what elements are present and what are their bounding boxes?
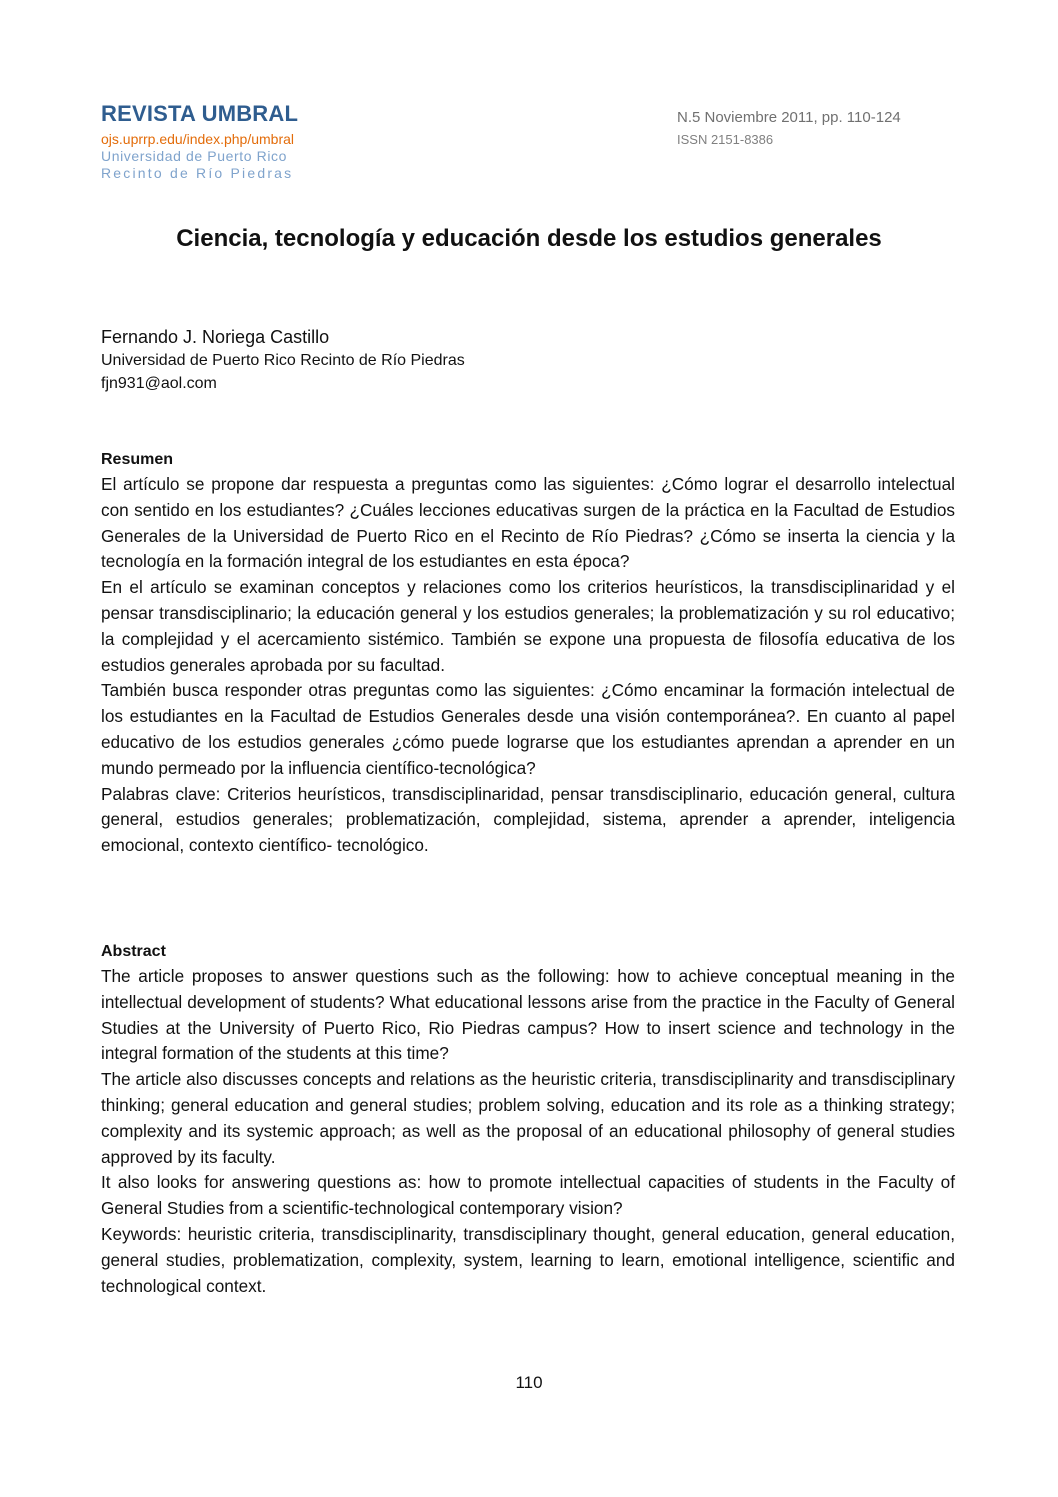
journal-campus: Recinto de Río Piedras (101, 165, 294, 181)
resumen-heading: Resumen (101, 451, 174, 468)
journal-masthead (101, 101, 298, 182)
issue-info (677, 108, 901, 150)
author-affiliation: Universidad de Puerto Rico Recinto de Río Piedras (101, 352, 465, 369)
abstract-paragraph: The article proposes to answer questions such as the following: how to achieve conceptual meaning in the intellectual development of students? What educational lessons arise from the practice in the Faculty of General Studies at the University of Puerto Rico, Rio Piedras campus? How to insert science and technology in the integral formation of the students at this time? (101, 966, 955, 1064)
resumen-paragraph: El artículo se propone dar respuesta a preguntas como las siguientes: ¿Cómo lograr el desarrollo intelectual con sentido en los estudiantes? ¿Cuáles lecciones educativas surgen de la práctica en la Facultad de Estudios Generales de la Universidad de Puerto Rico en el Recinto de Río Piedras? ¿Cómo se inserta la ciencia y la tecnología en la formación integral de los estudiantes en esta época? (101, 474, 955, 572)
resumen-keywords: Palabras clave: Criterios heurísticos, transdisciplinaridad, pensar transdisciplinario, educación general, cultura general, estudios generales; problematización, complejidad, sistema, aprender a aprender, inteligencia emocional, contexto científico- tecnológico. (101, 783, 955, 856)
author-email[interactable]: fjn931@aol.com (101, 375, 217, 392)
abstract-section (101, 940, 955, 1299)
abstract-paragraph: It also looks for answering questions as: how to promote intellectual capacities of students in the Faculty of General Studies from a scientific-technological contemporary vision? (101, 1172, 955, 1219)
abstract-paragraph: The article also discusses concepts and relations as the heuristic criteria, transdisciplinarity and transdisciplinary thinking; general education and general studies; problem solving, education and its role as a thinking strategy; complexity and its systemic approach; as well as the proposal of an educational philosophy of general studies approved by its faculty. (101, 1069, 955, 1167)
page-number: 110 (515, 1373, 543, 1392)
resumen-section (101, 448, 955, 859)
issue-citation: N.5 Noviembre 2011, pp. 110-124 (677, 109, 901, 126)
journal-name: REVISTA UMBRAL (101, 101, 299, 126)
abstract-keywords: Keywords: heuristic criteria, transdisciplinarity, transdisciplinary thought, general education, general education, general studies, problematization, complexity, system, learning to learn, emotional intelligence, scientific and technological context. (101, 1223, 955, 1296)
author-block (101, 325, 465, 395)
issn: ISSN 2151-8386 (677, 132, 774, 147)
journal-url-link[interactable]: ojs.uprrp.edu/index.php/umbral (101, 131, 295, 147)
resumen-paragraph: En el artículo se examinan conceptos y relaciones como los criterios heurísticos, la transdisciplinaridad y el pensar transdisciplinario; la educación general y los estudios generales; la problematización y su rol educativo; la complejidad y el acercamiento sistémico. También se expone una propuesta de filosofía educativa de los estudios generales aprobada por su facultad. (101, 577, 955, 675)
author-name: Fernando J. Noriega Castillo (101, 327, 330, 347)
article-title: Ciencia, tecnología y educación desde los estudios generales (176, 225, 882, 252)
abstract-heading: Abstract (101, 943, 166, 960)
journal-institution: Universidad de Puerto Rico (101, 148, 288, 164)
resumen-paragraph: También busca responder otras preguntas como las siguientes: ¿Cómo encaminar la formación intelectual de los estudiantes en la Facultad de Estudios Generales desde una visión contemporánea?. En cuanto al papel educativo de los estudios generales ¿cómo puede lograrse que los estudiantes aprendan a aprender en un mundo permeado por la influencia científico-tecnológica? (101, 680, 955, 778)
